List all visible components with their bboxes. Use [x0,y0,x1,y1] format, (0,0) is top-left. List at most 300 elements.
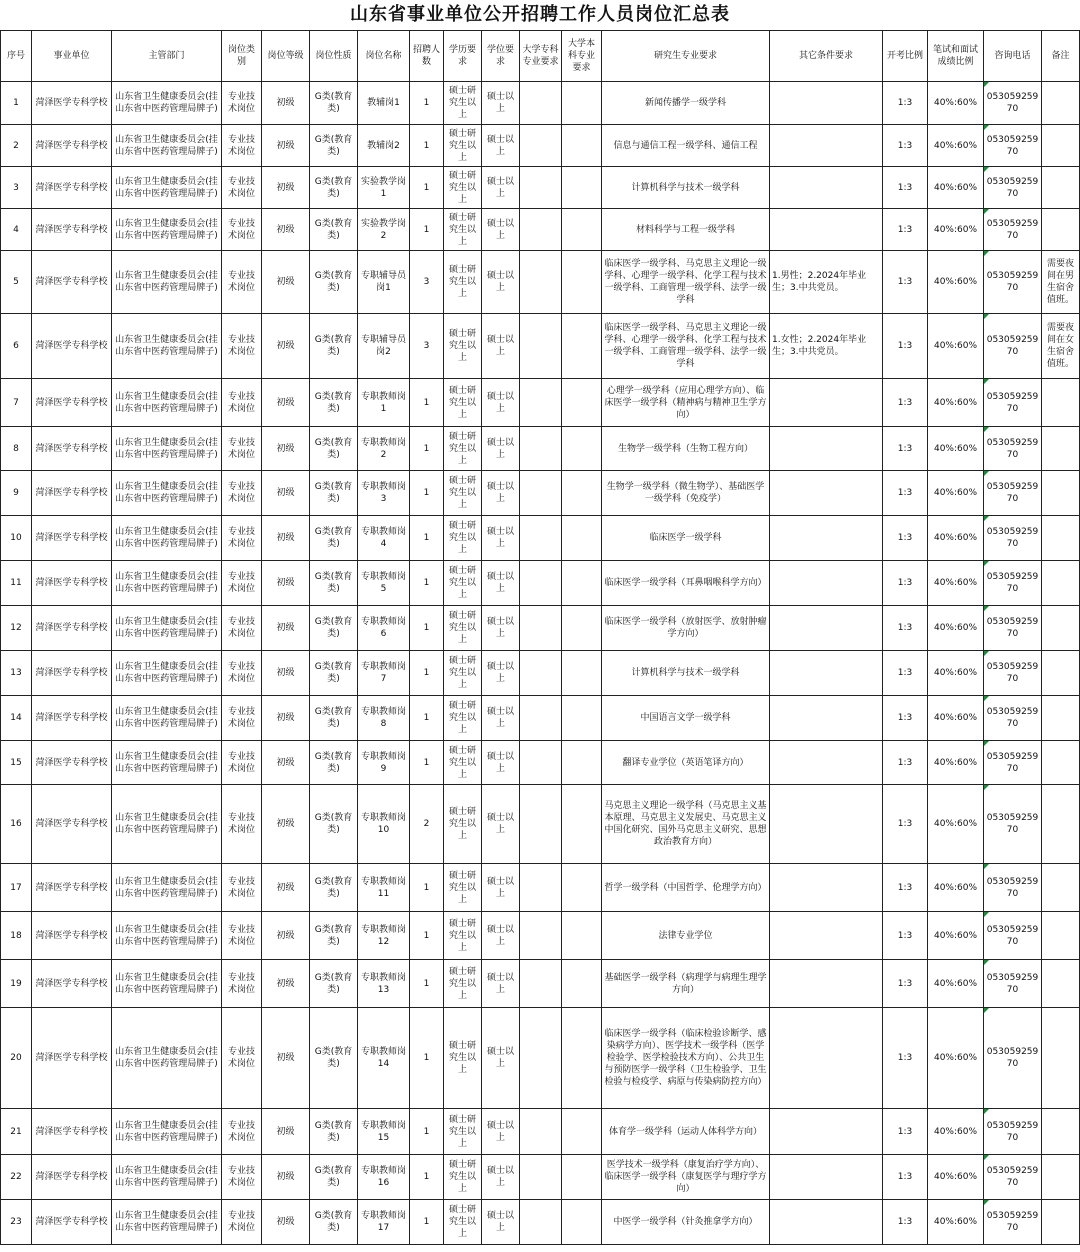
level-cell: 初级 [262,561,310,606]
note-cell [1042,209,1080,251]
graduate-major-cell: 医学技术一级学科（康复治疗学方向）、临床医学一级学科（康复医学与理疗学方向） [602,1155,770,1200]
exam-ratio-cell: 1:3 [883,82,928,125]
other-requirements-cell [770,1008,883,1109]
level-cell: 初级 [262,125,310,167]
phone-cell: 05305925970 [984,696,1042,741]
degree-cell: 硕士以上 [482,167,520,209]
education-cell: 硕士研究生以上 [444,741,482,785]
department-cell: 山东省卫生健康委员会(挂山东省中医药管理局牌子) [112,251,222,314]
table-row [1,912,1080,960]
education-cell: 硕士研究生以上 [444,1109,482,1155]
category-cell: 专业技术岗位 [222,1008,262,1109]
category-cell: 专业技术岗位 [222,1109,262,1155]
headcount-cell: 1 [410,960,444,1008]
exam-ratio-cell: 1:3 [883,785,928,864]
score-ratio-cell: 40%:60% [928,1155,984,1200]
other-requirements-cell [770,651,883,696]
department-cell: 山东省卫生健康委员会(挂山东省中医药管理局牌子) [112,314,222,379]
unit-cell: 菏泽医学专科学校 [32,696,112,741]
graduate-major-cell: 心理学一级学科（应用心理学方向）、临床医学一级学科（精神病与精神卫生学方向） [602,379,770,427]
post-name-cell: 实验教学岗1 [358,167,410,209]
unit-cell: 菏泽医学专科学校 [32,427,112,471]
category-cell: 专业技术岗位 [222,379,262,427]
unit-cell: 菏泽医学专科学校 [32,251,112,314]
score-ratio-cell: 40%:60% [928,427,984,471]
exam-ratio-cell: 1:3 [883,606,928,651]
education-cell: 硕士研究生以上 [444,1155,482,1200]
department-cell: 山东省卫生健康委员会(挂山东省中医药管理局牌子) [112,960,222,1008]
row-number: 10 [1,516,32,561]
degree-cell: 硕士以上 [482,82,520,125]
level-cell: 初级 [262,209,310,251]
row-number: 13 [1,651,32,696]
post-name-cell: 专职教师岗6 [358,606,410,651]
nature-cell: G类(教育类) [310,561,358,606]
score-ratio-cell: 40%:60% [928,651,984,696]
college-major-cell [520,427,562,471]
exam-ratio-cell: 1:3 [883,864,928,912]
unit-cell: 菏泽医学专科学校 [32,516,112,561]
bachelor-major-cell [562,251,602,314]
bachelor-major-cell [562,696,602,741]
note-cell [1042,651,1080,696]
bachelor-major-cell [562,516,602,561]
headcount-cell: 1 [410,1155,444,1200]
column-header: 大学本科专业要求 [562,31,602,82]
level-cell: 初级 [262,912,310,960]
education-cell: 硕士研究生以上 [444,561,482,606]
phone-cell: 05305925970 [984,864,1042,912]
bachelor-major-cell [562,314,602,379]
nature-cell: G类(教育类) [310,427,358,471]
other-requirements-cell [770,209,883,251]
headcount-cell: 1 [410,741,444,785]
bachelor-major-cell [562,561,602,606]
nature-cell: G类(教育类) [310,471,358,516]
table-row [1,785,1080,864]
row-number: 2 [1,125,32,167]
column-header: 学位要求 [482,31,520,82]
other-requirements-cell [770,1155,883,1200]
score-ratio-cell: 40%:60% [928,864,984,912]
nature-cell: G类(教育类) [310,125,358,167]
nature-cell: G类(教育类) [310,606,358,651]
phone-cell: 05305925970 [984,427,1042,471]
unit-cell: 菏泽医学专科学校 [32,82,112,125]
headcount-cell: 1 [410,1200,444,1245]
category-cell: 专业技术岗位 [222,651,262,696]
other-requirements-cell [770,785,883,864]
graduate-major-cell: 计算机科学与技术一级学科 [602,651,770,696]
exam-ratio-cell: 1:3 [883,1155,928,1200]
post-name-cell: 专职教师岗8 [358,696,410,741]
post-name-cell: 专职教师岗15 [358,1109,410,1155]
college-major-cell [520,1008,562,1109]
college-major-cell [520,912,562,960]
score-ratio-cell: 40%:60% [928,741,984,785]
other-requirements-cell [770,516,883,561]
headcount-cell: 1 [410,864,444,912]
degree-cell: 硕士以上 [482,561,520,606]
table-row [1,696,1080,741]
degree-cell: 硕士以上 [482,651,520,696]
department-cell: 山东省卫生健康委员会(挂山东省中医药管理局牌子) [112,606,222,651]
graduate-major-cell: 翻译专业学位（英语笔译方向） [602,741,770,785]
college-major-cell [520,785,562,864]
headcount-cell: 1 [410,167,444,209]
category-cell: 专业技术岗位 [222,696,262,741]
category-cell: 专业技术岗位 [222,960,262,1008]
document-title: 山东省事业单位公开招聘工作人员岗位汇总表 [350,4,730,25]
column-header: 咨询电话 [984,31,1042,82]
other-requirements-cell [770,471,883,516]
phone-cell: 05305925970 [984,1109,1042,1155]
note-cell [1042,379,1080,427]
degree-cell: 硕士以上 [482,209,520,251]
headcount-cell: 3 [410,251,444,314]
category-cell: 专业技术岗位 [222,314,262,379]
college-major-cell [520,471,562,516]
degree-cell: 硕士以上 [482,251,520,314]
unit-cell: 菏泽医学专科学校 [32,167,112,209]
education-cell: 硕士研究生以上 [444,960,482,1008]
unit-cell: 菏泽医学专科学校 [32,785,112,864]
score-ratio-cell: 40%:60% [928,516,984,561]
exam-ratio-cell: 1:3 [883,314,928,379]
column-header: 其它条件要求 [770,31,883,82]
column-header: 笔试和面试成绩比例 [928,31,984,82]
phone-cell: 05305925970 [984,561,1042,606]
column-header: 招聘人数 [410,31,444,82]
graduate-major-cell: 生物学一级学科（生物工程方向） [602,427,770,471]
note-cell [1042,1109,1080,1155]
post-name-cell: 专职教师岗12 [358,912,410,960]
phone-cell: 05305925970 [984,606,1042,651]
graduate-major-cell: 临床医学一级学科、马克思主义理论一级学科、心理学一级学科、化学工程与技术一级学科、工商管理一级学科、法学一级学科 [602,314,770,379]
note-cell [1042,606,1080,651]
score-ratio-cell: 40%:60% [928,696,984,741]
level-cell: 初级 [262,606,310,651]
post-name-cell: 教辅岗2 [358,125,410,167]
level-cell: 初级 [262,314,310,379]
education-cell: 硕士研究生以上 [444,82,482,125]
score-ratio-cell: 40%:60% [928,1008,984,1109]
college-major-cell [520,314,562,379]
college-major-cell [520,864,562,912]
level-cell: 初级 [262,1155,310,1200]
other-requirements-cell [770,561,883,606]
college-major-cell [520,125,562,167]
table-row [1,1109,1080,1155]
score-ratio-cell: 40%:60% [928,471,984,516]
unit-cell: 菏泽医学专科学校 [32,471,112,516]
exam-ratio-cell: 1:3 [883,125,928,167]
category-cell: 专业技术岗位 [222,785,262,864]
education-cell: 硕士研究生以上 [444,785,482,864]
education-cell: 硕士研究生以上 [444,651,482,696]
post-name-cell: 专职辅导员岗1 [358,251,410,314]
degree-cell: 硕士以上 [482,960,520,1008]
graduate-major-cell: 新闻传播学一级学科 [602,82,770,125]
score-ratio-cell: 40%:60% [928,314,984,379]
unit-cell: 菏泽医学专科学校 [32,209,112,251]
unit-cell: 菏泽医学专科学校 [32,606,112,651]
row-number: 16 [1,785,32,864]
education-cell: 硕士研究生以上 [444,209,482,251]
headcount-cell: 1 [410,82,444,125]
graduate-major-cell: 基础医学一级学科（病理学与病理生理学方向） [602,960,770,1008]
column-header: 主管部门 [112,31,222,82]
college-major-cell [520,251,562,314]
exam-ratio-cell: 1:3 [883,651,928,696]
graduate-major-cell: 临床医学一级学科、马克思主义理论一级学科、心理学一级学科、化学工程与技术一级学科、工商管理一级学科、法学一级学科 [602,251,770,314]
exam-ratio-cell: 1:3 [883,167,928,209]
nature-cell: G类(教育类) [310,864,358,912]
education-cell: 硕士研究生以上 [444,912,482,960]
college-major-cell [520,209,562,251]
table-row [1,82,1080,125]
other-requirements-cell [770,960,883,1008]
bachelor-major-cell [562,167,602,209]
college-major-cell [520,82,562,125]
category-cell: 专业技术岗位 [222,427,262,471]
other-requirements-cell [770,864,883,912]
level-cell: 初级 [262,741,310,785]
category-cell: 专业技术岗位 [222,251,262,314]
score-ratio-cell: 40%:60% [928,606,984,651]
nature-cell: G类(教育类) [310,314,358,379]
level-cell: 初级 [262,960,310,1008]
row-number: 4 [1,209,32,251]
level-cell: 初级 [262,785,310,864]
unit-cell: 菏泽医学专科学校 [32,1200,112,1245]
exam-ratio-cell: 1:3 [883,960,928,1008]
unit-cell: 菏泽医学专科学校 [32,651,112,696]
degree-cell: 硕士以上 [482,741,520,785]
nature-cell: G类(教育类) [310,912,358,960]
phone-cell: 05305925970 [984,516,1042,561]
nature-cell: G类(教育类) [310,1109,358,1155]
bachelor-major-cell [562,651,602,696]
phone-cell: 05305925970 [984,960,1042,1008]
job-table [0,30,1080,1245]
level-cell: 初级 [262,651,310,696]
post-name-cell: 专职教师岗16 [358,1155,410,1200]
nature-cell: G类(教育类) [310,1008,358,1109]
row-number: 20 [1,1008,32,1109]
exam-ratio-cell: 1:3 [883,209,928,251]
headcount-cell: 1 [410,561,444,606]
headcount-cell: 1 [410,471,444,516]
score-ratio-cell: 40%:60% [928,1109,984,1155]
row-number: 3 [1,167,32,209]
category-cell: 专业技术岗位 [222,1155,262,1200]
department-cell: 山东省卫生健康委员会(挂山东省中医药管理局牌子) [112,1155,222,1200]
level-cell: 初级 [262,516,310,561]
post-name-cell: 专职教师岗3 [358,471,410,516]
graduate-major-cell: 临床医学一级学科（临床检验诊断学、感染病学方向）、医学技术一级学科（医学检验学、医学检验技术方向）、公共卫生与预防医学一级学科（卫生检验学、卫生检验与检疫学、病原与传染病防控方向） [602,1008,770,1109]
post-name-cell: 专职教师岗13 [358,960,410,1008]
department-cell: 山东省卫生健康委员会(挂山东省中医药管理局牌子) [112,125,222,167]
unit-cell: 菏泽医学专科学校 [32,864,112,912]
bachelor-major-cell [562,912,602,960]
bachelor-major-cell [562,741,602,785]
table-row [1,251,1080,314]
education-cell: 硕士研究生以上 [444,125,482,167]
post-name-cell: 专职辅导员岗2 [358,314,410,379]
column-header: 备注 [1042,31,1080,82]
row-number: 8 [1,427,32,471]
nature-cell: G类(教育类) [310,516,358,561]
post-name-cell: 专职教师岗4 [358,516,410,561]
other-requirements-cell [770,427,883,471]
other-requirements-cell [770,606,883,651]
education-cell: 硕士研究生以上 [444,379,482,427]
post-name-cell: 专职教师岗10 [358,785,410,864]
column-header: 岗位类别 [222,31,262,82]
headcount-cell: 1 [410,427,444,471]
table-row [1,741,1080,785]
bachelor-major-cell [562,1155,602,1200]
exam-ratio-cell: 1:3 [883,516,928,561]
row-number: 9 [1,471,32,516]
degree-cell: 硕士以上 [482,1155,520,1200]
degree-cell: 硕士以上 [482,696,520,741]
bachelor-major-cell [562,1200,602,1245]
education-cell: 硕士研究生以上 [444,1200,482,1245]
level-cell: 初级 [262,864,310,912]
bachelor-major-cell [562,125,602,167]
row-number: 11 [1,561,32,606]
other-requirements-cell [770,1109,883,1155]
nature-cell: G类(教育类) [310,167,358,209]
phone-cell: 05305925970 [984,1155,1042,1200]
note-cell [1042,471,1080,516]
bachelor-major-cell [562,209,602,251]
level-cell: 初级 [262,1200,310,1245]
post-name-cell: 专职教师岗2 [358,427,410,471]
headcount-cell: 1 [410,696,444,741]
graduate-major-cell: 计算机科学与技术一级学科 [602,167,770,209]
bachelor-major-cell [562,785,602,864]
post-name-cell: 实验教学岗2 [358,209,410,251]
post-name-cell: 专职教师岗14 [358,1008,410,1109]
nature-cell: G类(教育类) [310,651,358,696]
department-cell: 山东省卫生健康委员会(挂山东省中医药管理局牌子) [112,651,222,696]
note-cell [1042,741,1080,785]
level-cell: 初级 [262,82,310,125]
college-major-cell [520,651,562,696]
row-number: 21 [1,1109,32,1155]
note-cell [1042,82,1080,125]
college-major-cell [520,516,562,561]
exam-ratio-cell: 1:3 [883,741,928,785]
nature-cell: G类(教育类) [310,209,358,251]
degree-cell: 硕士以上 [482,379,520,427]
graduate-major-cell: 马克思主义理论一级学科（马克思主义基本原理、马克思主义发展史、马克思主义中国化研究、国外马克思主义研究、思想政治教育方向） [602,785,770,864]
note-cell [1042,427,1080,471]
education-cell: 硕士研究生以上 [444,314,482,379]
exam-ratio-cell: 1:3 [883,561,928,606]
column-header: 学历要求 [444,31,482,82]
degree-cell: 硕士以上 [482,314,520,379]
category-cell: 专业技术岗位 [222,741,262,785]
headcount-cell: 1 [410,651,444,696]
nature-cell: G类(教育类) [310,1200,358,1245]
department-cell: 山东省卫生健康委员会(挂山东省中医药管理局牌子) [112,696,222,741]
graduate-major-cell: 临床医学一级学科（放射医学、放射肿瘤学方向） [602,606,770,651]
phone-cell: 05305925970 [984,379,1042,427]
table-row [1,379,1080,427]
degree-cell: 硕士以上 [482,606,520,651]
unit-cell: 菏泽医学专科学校 [32,741,112,785]
exam-ratio-cell: 1:3 [883,1200,928,1245]
headcount-cell: 1 [410,912,444,960]
college-major-cell [520,1109,562,1155]
table-row [1,1200,1080,1245]
note-cell [1042,785,1080,864]
other-requirements-cell [770,1200,883,1245]
bachelor-major-cell [562,606,602,651]
unit-cell: 菏泽医学专科学校 [32,1155,112,1200]
phone-cell: 05305925970 [984,651,1042,696]
category-cell: 专业技术岗位 [222,82,262,125]
note-cell [1042,516,1080,561]
score-ratio-cell: 40%:60% [928,125,984,167]
department-cell: 山东省卫生健康委员会(挂山东省中医药管理局牌子) [112,912,222,960]
nature-cell: G类(教育类) [310,251,358,314]
post-name-cell: 教辅岗1 [358,82,410,125]
score-ratio-cell: 40%:60% [928,561,984,606]
level-cell: 初级 [262,696,310,741]
table-row [1,167,1080,209]
bachelor-major-cell [562,1109,602,1155]
department-cell: 山东省卫生健康委员会(挂山东省中医药管理局牌子) [112,427,222,471]
note-cell [1042,1155,1080,1200]
headcount-cell: 1 [410,1008,444,1109]
post-name-cell: 专职教师岗5 [358,561,410,606]
table-row [1,960,1080,1008]
level-cell: 初级 [262,1008,310,1109]
unit-cell: 菏泽医学专科学校 [32,912,112,960]
education-cell: 硕士研究生以上 [444,864,482,912]
table-body [1,82,1080,1245]
headcount-cell: 1 [410,516,444,561]
education-cell: 硕士研究生以上 [444,427,482,471]
college-major-cell [520,741,562,785]
department-cell: 山东省卫生健康委员会(挂山东省中医药管理局牌子) [112,1109,222,1155]
score-ratio-cell: 40%:60% [928,379,984,427]
note-cell [1042,1008,1080,1109]
graduate-major-cell: 体育学一级学科（运动人体科学方向） [602,1109,770,1155]
headcount-cell: 1 [410,379,444,427]
department-cell: 山东省卫生健康委员会(挂山东省中医药管理局牌子) [112,561,222,606]
graduate-major-cell: 生物学一级学科（微生物学）、基础医学一级学科（免疫学） [602,471,770,516]
college-major-cell [520,606,562,651]
college-major-cell [520,1200,562,1245]
bachelor-major-cell [562,82,602,125]
exam-ratio-cell: 1:3 [883,427,928,471]
headcount-cell: 3 [410,314,444,379]
post-name-cell: 专职教师岗7 [358,651,410,696]
note-cell [1042,125,1080,167]
table-row [1,427,1080,471]
note-cell [1042,561,1080,606]
education-cell: 硕士研究生以上 [444,516,482,561]
department-cell: 山东省卫生健康委员会(挂山东省中医药管理局牌子) [112,785,222,864]
phone-cell: 05305925970 [984,314,1042,379]
note-cell [1042,960,1080,1008]
